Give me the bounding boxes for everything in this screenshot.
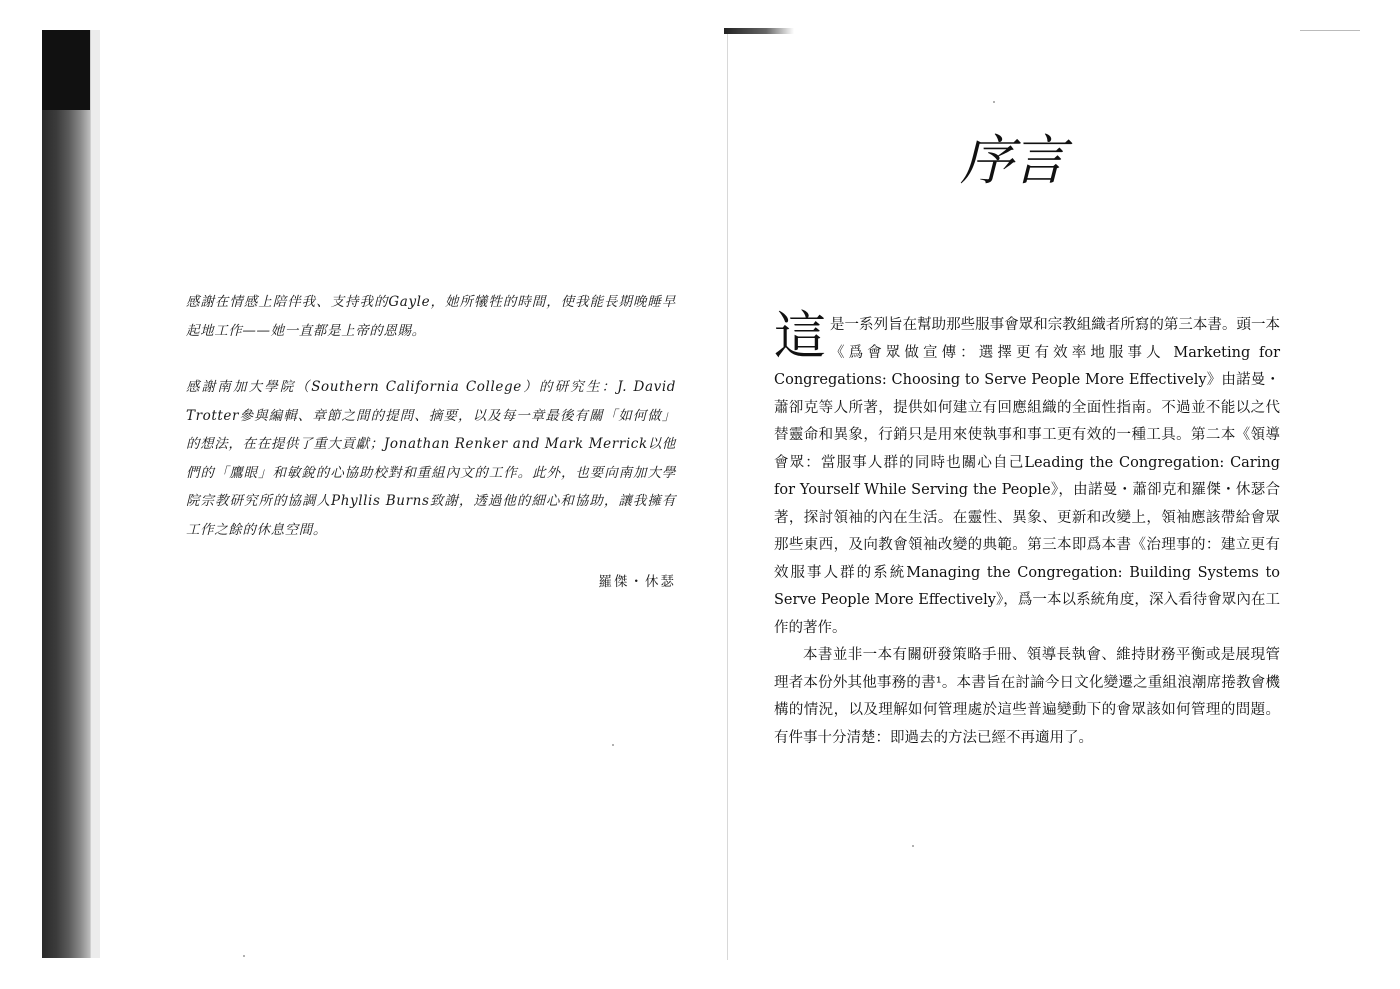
scan-top-mark: [724, 28, 794, 34]
scan-speck: [993, 101, 995, 103]
right-page-edge: [1300, 30, 1360, 31]
page-title: 序言: [960, 129, 1064, 192]
preface-paragraph-2: 本書並非一本有關研發策略手冊、領導長執會、維持財務平衡或是展現管理者本份外其他事務的書¹。本書旨在討論今日文化變遷之重組浪潮席捲教會機構的情況，以及理解如何管理處於這些普遍變動下的會眾該如何管理的問題。有件事十分清楚：即過去的方法已經不再適用了。: [774, 647, 1280, 746]
preface-paragraph-1: [774, 307, 1280, 642]
scan-speck: [612, 744, 614, 746]
scan-speck: [243, 955, 245, 957]
acknowledgements: [186, 288, 676, 597]
center-spine: [727, 30, 728, 960]
signature: 羅傑・休瑟: [598, 574, 676, 590]
drop-cap: 這: [774, 307, 827, 367]
paragraph-1-text: 是一系列旨在幫助那些服事會眾和宗教組織者所寫的第三本書。頭一本《爲會眾做宣傳：選擇更有效率地服事人 Marketing for Congregations: Choosing to Serve People More Effectively》由諾曼・蕭卻克等人所著，提供如何建立有回應組織的全面性指南。不過並不能以之代替靈命和異象，行銷只是用來使執事和事工更有效的一種工具。第二本《領導會眾：當服事人群的同時也關心自己Leading the Congregation: Caring for Yourself While Serving the People》，由諾曼・蕭卻克和羅傑・休瑟合著，探討領袖的內在生活。在靈性、異象、更新和改變上，領袖應該帶給會眾那些東西，及向教會領袖改變的典範。第三本即爲本書《治理事的：建立更有效服事人群的系統Managing the Congregation: Building Systems to Serve People More Effectively》，爲一本以系統角度，深入看待會眾內在工作的著作。: [774, 317, 1280, 636]
ack-paragraph-1: 感謝在情感上陪伴我、支持我的Gayle，她所犧牲的時間，使我能長期晚睡早起地工作——她一直都是上帝的恩賜。: [186, 294, 676, 339]
preface-body: [774, 307, 1280, 752]
binding-dark-top: [42, 30, 90, 110]
book-binding-shadow: [42, 30, 90, 958]
binding-page-edge: [90, 30, 100, 958]
scan-speck: [912, 845, 914, 847]
ack-paragraph-2: 感謝南加大學院（Southern California College）的研究生：J. David Trotter參與編輯、章節之間的提問、摘要，以及每一章最後有關「如何做」的想法，在在提供了重大貢獻；Jonathan Renker and Mark Merrick以他們的「鷹眼」和敏銳的心協助校對和重組內文的工作。此外，也要向南加大學院宗教研究所的協調人Phyllis Burns致謝，透過他的細心和協助，讓我擁有工作之餘的休息空間。: [186, 379, 676, 538]
